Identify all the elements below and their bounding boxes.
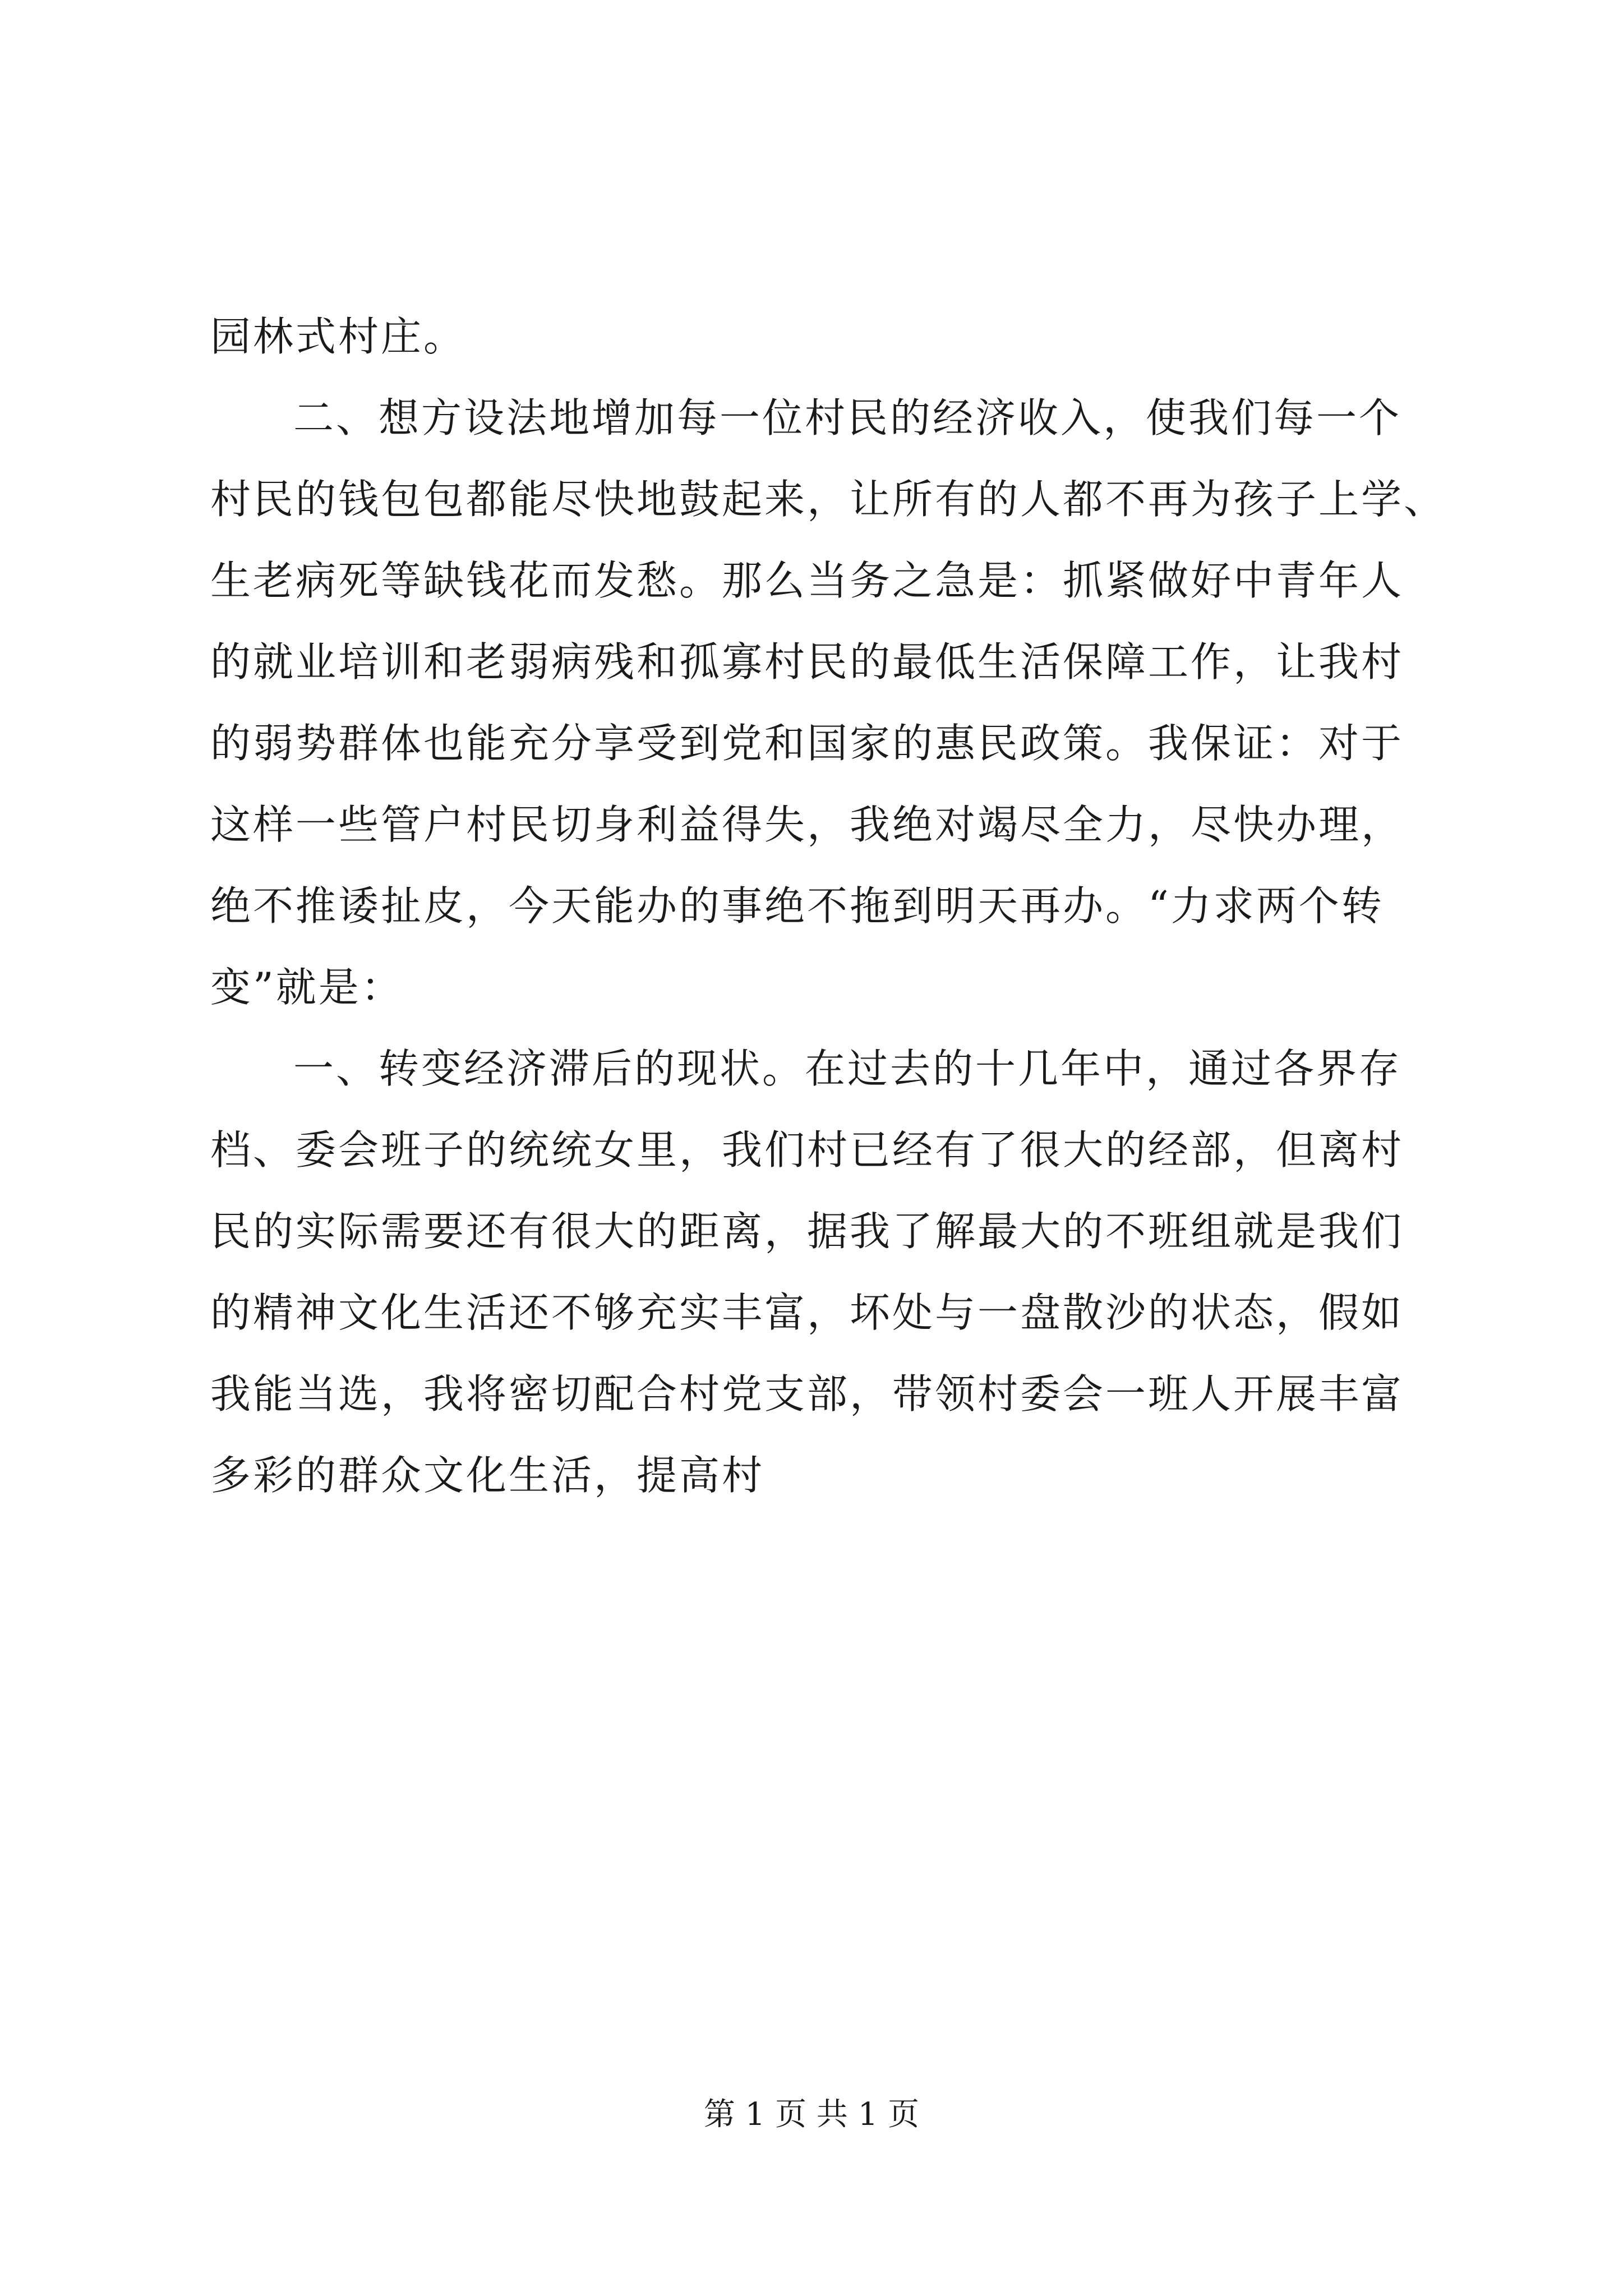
page-footer: 第 1 页 共 1 页 [703,2096,920,2133]
paragraph-line: 的就业培训和老弱病残和孤寡村民的最低生活保障工作，让我村 [210,638,1404,685]
paragraph-line: 的弱势群体也能充分享受到党和国家的惠民政策。我保证：对于 [210,720,1404,767]
paragraph-line: 一、转变经济滞后的现状。在过去的十几年中，通过各界存 [293,1045,1402,1092]
paragraph-line: 这样一些管户村民切身利益得失，我绝对竭尽全力，尽快办理， [210,801,1404,848]
paragraph-line: 生老病死等缺钱花而发愁。那么当务之急是：抓紧做好中青年人 [210,557,1404,604]
paragraph-line: 二、想方设法地增加每一位村民的经济收入，使我们每一个 [293,394,1402,441]
paragraph-line: 绝不推诿扯皮，今天能办的事绝不拖到明天再办。“力求两个转 [210,882,1384,930]
paragraph-line: 档、委会班子的统统女里，我们村已经有了很大的经部，但离村 [210,1126,1404,1174]
paragraph-line: 多彩的群众文化生活，提高村 [210,1452,765,1499]
paragraph-line: 民的实际需要还有很大的距离，据我了解最大的不班组就是我们 [210,1208,1404,1255]
paragraph-line: 的精神文化生活还不够充实丰富，坏处与一盘散沙的状态，假如 [210,1289,1404,1336]
paragraph-line: 园林式村庄。 [210,313,467,360]
paragraph-line: 村民的钱包包都能尽快地鼓起来，让所有的人都不再为孩子上学、 [210,476,1447,523]
paragraph-line: 我能当选，我将密切配合村党支部，带领村委会一班人开展丰富 [210,1370,1404,1418]
paragraph-line: 变”就是： [210,964,404,1011]
